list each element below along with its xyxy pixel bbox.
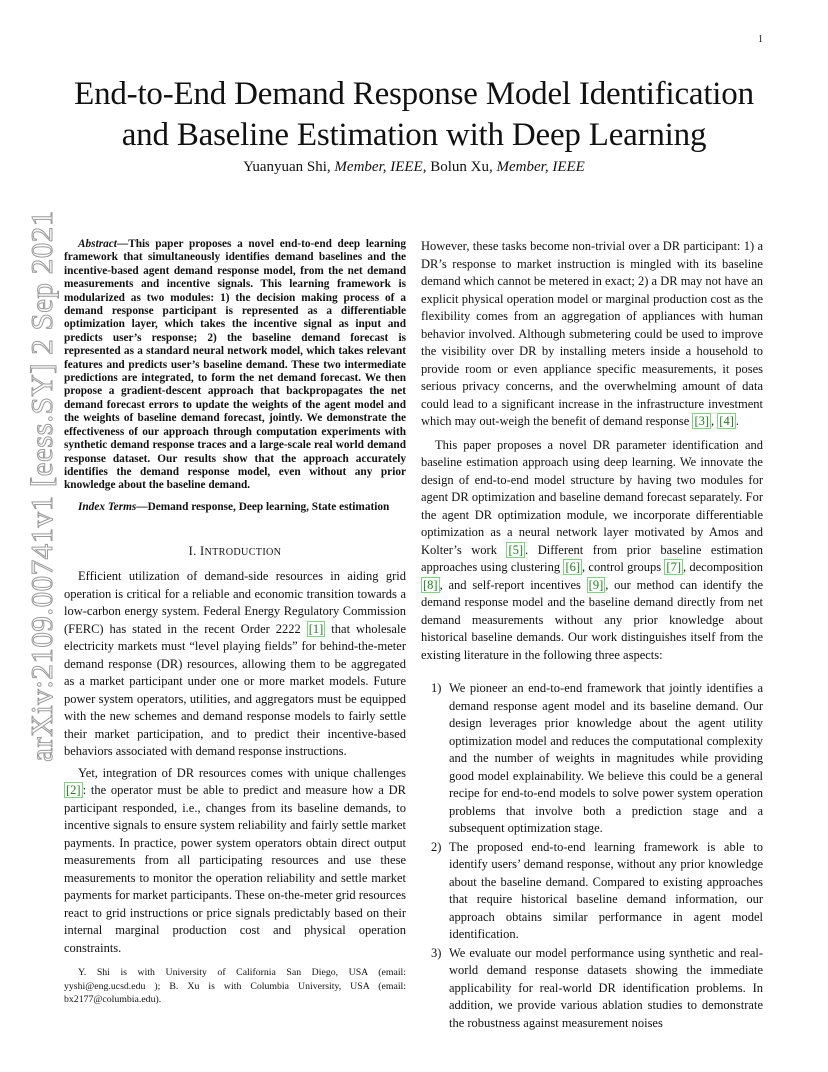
right-column: [421, 238, 763, 1033]
text-run: that wholesale electricity markets must “level playing fields” for behind-the-meter demand response (DR) resources, allowing them to be aggregated as a market participant under one or more market models. Future power system operators, utilities, and aggregators must be equipped with the new schemes and demand response models to fairly settle their market participation, and to predict their incentive-based behaviors associated with demand response instructions.: [64, 621, 406, 759]
list-item-number: 1): [431, 681, 442, 695]
index-terms-text: —Demand response, Deep learning, State estimation: [136, 500, 390, 513]
text-run: , decomposition: [682, 560, 763, 574]
intro-paragraph-3: [421, 238, 763, 431]
citation-link[interactable]: [8]: [423, 577, 438, 592]
list-item-text: We pioneer an end-to-end framework that jointly identifies a demand response agent model and its baseline demand. Our design leverages prior knowledge about the agent utility optimization model and reduces the computational complexity and the number of weights in magnitudes while providing good model explainability. We believe this could be a general recipe for end-to-end models to solve power system operation problems that involve both a prediction stage and a subsequent optimization stage.: [449, 681, 763, 835]
abstract: [64, 238, 406, 493]
list-item: [421, 839, 763, 944]
citation-link[interactable]: [2]: [66, 783, 81, 798]
intro-paragraph-4: [421, 437, 763, 665]
text-run: However, these tasks become non-trivial over a DR participant: 1) a DR’s response to market instruction is mingled with its baseline demand which cannot be metered in exact; 2) a DR may not have an explicit physical operation model or marginal production cost as the flexibility comes from an aggregation of appliances with human behavior involved. Although submetering could be used to improve the visibility over DR by installing meters inside a household to provide room or even appliance specific measurements, it poses serious privacy concerns, and the overwhelming amount of data could lead to a significant increase in the infrastructure investment which may out-weigh the benefit of demand response: [421, 239, 763, 428]
index-terms-label: Index Terms: [78, 500, 137, 513]
left-column: [64, 238, 406, 957]
list-item-number: 3): [431, 945, 442, 960]
arxiv-stamp: arXiv:2109.00741v1 [eess.SY] 2 Sep 2021: [24, 210, 59, 762]
text-run: , our method can identify the demand response model and the baseline demand directly from net demand measurements without any prior knowledge about historical baseline demands. Our work distinguishes itself from the existing literature in the following three aspects:: [421, 577, 763, 662]
citation-link[interactable]: [5]: [508, 542, 524, 557]
index-terms: [64, 501, 406, 514]
title-line-1: End-to-End Demand Response Model Identification: [74, 76, 754, 112]
section-numeral: I.: [188, 544, 200, 559]
text-run: .: [735, 414, 739, 428]
contributions-list: [421, 680, 763, 1032]
citation-link[interactable]: [7]: [666, 560, 681, 574]
citation-link[interactable]: [9]: [588, 577, 604, 592]
text-run: Efficient utilization of demand-side resources in aiding grid operation is critical for a reliable and economic transition towards a low-carbon energy system. Federal Energy Regulatory Commission (FERC) has stated in the recent Order 2222: [64, 569, 406, 636]
text-run: Yet, integration of DR resources comes with unique challenges: [78, 765, 406, 780]
text-run: ,: [711, 414, 718, 428]
section-first-letter: I: [199, 544, 205, 559]
list-item-text: The proposed end-to-end learning framework is able to identify users’ demand response, without any prior knowledge about the baseline demand. Compared to existing approaches that require historical baseline demand information, our approach obtains similar performance in agent model identification.: [449, 839, 763, 941]
list-item-text: We evaluate our model performance using synthetic and real-world demand response datasets showing the immediate applicability for real-world DR identification problems. In addition, we provide various ablation studies to demonstrate the robustness against measurement noises: [449, 945, 763, 1030]
author-1-role: Member, IEEE: [334, 159, 423, 175]
list-item: [421, 945, 763, 1033]
abstract-text: —This paper proposes a novel end-to-end deep learning framework that simultaneously identifies demand baselines and the incentive-based agent demand response model, from the net demand measurements and incentive signals. This learning framework is modularized as two modules: 1) the decision making process of a demand response participant is represented as a differentiable optimization layer, which takes the incentive signal as input and predicts user’s response; 2) the baseline demand forecast is represented as a standard neural network model, which takes relevant features and predicts user’s baseline demand. These two intermediate predictions are integrated, to form the net demand forecast. We then propose a gradient-descent approach that backpropagates the net demand forecast errors to update the weights of the agent model and the weights of baseline demand forecast, jointly. We demonstrate the effectiveness of our approach through computation experiments with synthetic demand response traces and a large-scale real world demand response dataset. Our results show that the approach accurately identifies the demand response model, even without any prior knowledge about the baseline demand.: [64, 238, 406, 492]
paper-title: [40, 74, 788, 156]
title-line-2: and Baseline Estimation with Deep Learning: [121, 117, 707, 153]
text-run: : the operator must be able to predict and measure how a DR participant responded, i.e., changes from its baseline demands, to incentive signals to ensure system reliability and fairly settle market payments. In practice, power system operators obtain direct output measurements from all participating resources and use these measurements to monitor the operation reliability and settle market payments for market participants. These on-the-meter grid resources react to grid instructions or price signals predictably based on their internal marginal production cost and physical operation constraints.: [64, 783, 407, 955]
author-separator: , Bolun Xu,: [422, 159, 497, 175]
citation-link[interactable]: [4]: [719, 414, 734, 428]
text-run: This paper proposes a novel DR parameter identification and baseline estimation approach using deep learning. We innovate the design of end-to-end model structure by having two modules for agent DR optimization and baseline demand forecast separately. For the agent DR optimization module, we incorporate differentiable optimization as a neural network layer motivated by Amos and Kolter’s work: [421, 437, 763, 557]
footnote: Y. Shi is with University of California San Diego, USA (email: yyshi@eng.ucsd.edu ); B. Xu is with Columbia University, USA (email: bx2177@columbia.edu).: [64, 967, 406, 1005]
text-run: , and self-report incentives: [439, 577, 587, 592]
author-1: Yuanyuan Shi,: [243, 159, 335, 175]
list-item: [421, 680, 763, 838]
text-run: . Different from prior baseline estimation approaches using clustering: [421, 542, 763, 574]
abstract-label: Abstract: [78, 238, 117, 250]
list-item-number: 2): [431, 839, 442, 854]
intro-paragraph-2: [64, 765, 406, 958]
section-rest: NTRODUCTION: [204, 547, 282, 559]
text-run: , control groups: [582, 560, 665, 574]
authors: [40, 159, 788, 176]
citation-link[interactable]: [3]: [694, 414, 710, 428]
citation-link[interactable]: [6]: [565, 560, 581, 574]
author-2-role: Member, IEEE: [496, 159, 585, 175]
citation-link[interactable]: [1]: [308, 621, 324, 636]
page-number: 1: [758, 34, 763, 45]
section-heading-introduction: [64, 544, 406, 559]
intro-paragraph-1: [64, 568, 406, 761]
